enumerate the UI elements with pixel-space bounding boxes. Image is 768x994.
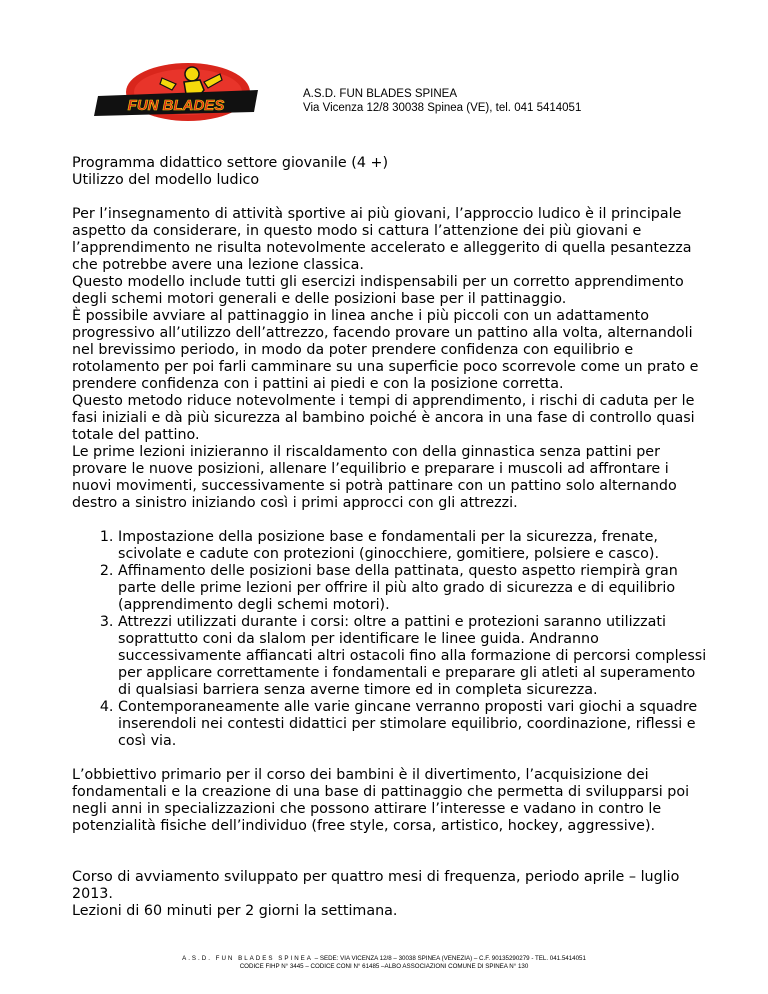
- list-item: 2. Affinamento delle posizioni base della pattinata, questo aspetto riempirà gran parte delle prime lezioni per offrire il più alto grado di sicurezza e di equilibrio (apprendimento degli schemi motori).: [118, 563, 712, 614]
- list-item: 4. Contemporaneamente alle varie gincane verranno proposti vari giochi a squadre inserendoli nei contesti didattici per stimolare equilibrio, coordinazione, riflessi e così via.: [118, 699, 712, 750]
- footer-address: – SEDE: VIA VICENZA 12/8 – 30038 SPINEA (VENEZIA) – C.F. 90135290279 - TEL. 041.5414051: [312, 955, 586, 962]
- first-lessons-paragraph: Le prime lezioni inizieranno il riscaldamento con della ginnastica senza pattini per provare le nuove posizioni, allenare l’equilibrio e preparare i muscoli ad affrontare i nuovi movimenti, successivamente si potrà pattinare con un pattino solo alternando destro a sinistro iniziando così i primi approcci con gli attrezzi.: [72, 444, 677, 511]
- course-info: [72, 869, 712, 920]
- document-titles: [72, 155, 712, 189]
- organization-header: [303, 87, 581, 115]
- fun-blades-logo: [92, 60, 264, 122]
- org-name: A.S.D. FUN BLADES SPINEA: [303, 88, 458, 100]
- list-item: 1. Impostazione della posizione base e fondamentali per la sicurezza, frenate, scivolate e cadute con protezioni (ginocchiere, gomitiere, polsiere e casco).: [118, 529, 712, 563]
- list-item: 3. Attrezzi utilizzati durante i corsi: oltre a pattini e protezioni saranno utilizzati soprattutto coni da slalom per identificare le linee guida. Andranno successivamente affiancati altri ostacoli fino alla formazione di percorsi complessi per applicare correttamente i fondamentali e preparare gli atleti al superamento di qualsiasi barriera senza averne timore ed in completa sicurezza.: [118, 614, 712, 699]
- lesson-schedule: Lezioni di 60 minuti per 2 giorni la settimana.: [72, 903, 398, 919]
- footer-line-2: CODICE FIHP N° 3445 – CODICE CONI N° 61485 –ALBO ASSOCIAZIONI COMUNE DI SPINEA N° 130: [239, 963, 529, 970]
- model-paragraph: Questo modello include tutti gli esercizi indispensabili per un corretto apprendimento degli schemi motori generali e delle posizioni base per il pattinaggio.: [72, 274, 684, 307]
- document-body: [72, 155, 712, 920]
- document-subtitle: Utilizzo del modello ludico: [72, 172, 260, 188]
- method-paragraph: Questo metodo riduce notevolmente i tempi di apprendimento, i rischi di caduta per le fasi iniziali e dà più sicurezza al bambino poiché è ancora in una fase di controllo quasi totale del pattino.: [72, 393, 695, 443]
- numbered-list: [72, 529, 712, 750]
- page-footer: [0, 955, 768, 971]
- org-address: Via Vicenza 12/8 30038 Spinea (VE), tel. 041 5414051: [303, 102, 582, 114]
- footer-line-1: [0, 955, 768, 963]
- svg-text:FUN BLADES: FUN BLADES: [127, 97, 225, 114]
- footer-brand: A.S.D. FUN BLADES SPINEA: [182, 955, 313, 962]
- intro-paragraph: Per l’insegnamento di attività sportive ai più giovani, l’approccio ludico è il principale aspetto da considerare, in questo modo si cattura l’attenzione dei più giovani e l’apprendimento ne risulta notevolmente accelerato e alleggerito di quella pesantezza che potrebbe avere una lezione classica.: [72, 206, 692, 273]
- course-duration: Corso di avviamento sviluppato per quattro mesi di frequenza, periodo aprile – luglio 2013.: [72, 869, 680, 902]
- objective-paragraph: L’obbiettivo primario per il corso dei bambini è il divertimento, l’acquisizione dei fondamentali e la creazione di una base di pattinaggio che permetta di svilupparsi poi negli anni in specializzazioni che possono attirare l’interesse e vadano in contro le potenzialità fisiche dell’individuo (free style, corsa, artistico, hockey, aggressive).: [72, 767, 690, 834]
- inline-skating-paragraph: È possibile avviare al pattinaggio in linea anche i più piccoli con un adattamento progressivo all’utilizzo dell’attrezzo, facendo provare un pattino alla volta, alternandoli nel brevissimo periodo, in modo da poter prendere confidenza con equilibrio e rotolamento per poi farli camminare su una superficie poco scorrevole come un prato e prendere confidenza con i pattini ai piedi e con la posizione corretta.: [72, 308, 699, 392]
- document-title: Programma didattico settore giovanile (4 +): [72, 155, 389, 171]
